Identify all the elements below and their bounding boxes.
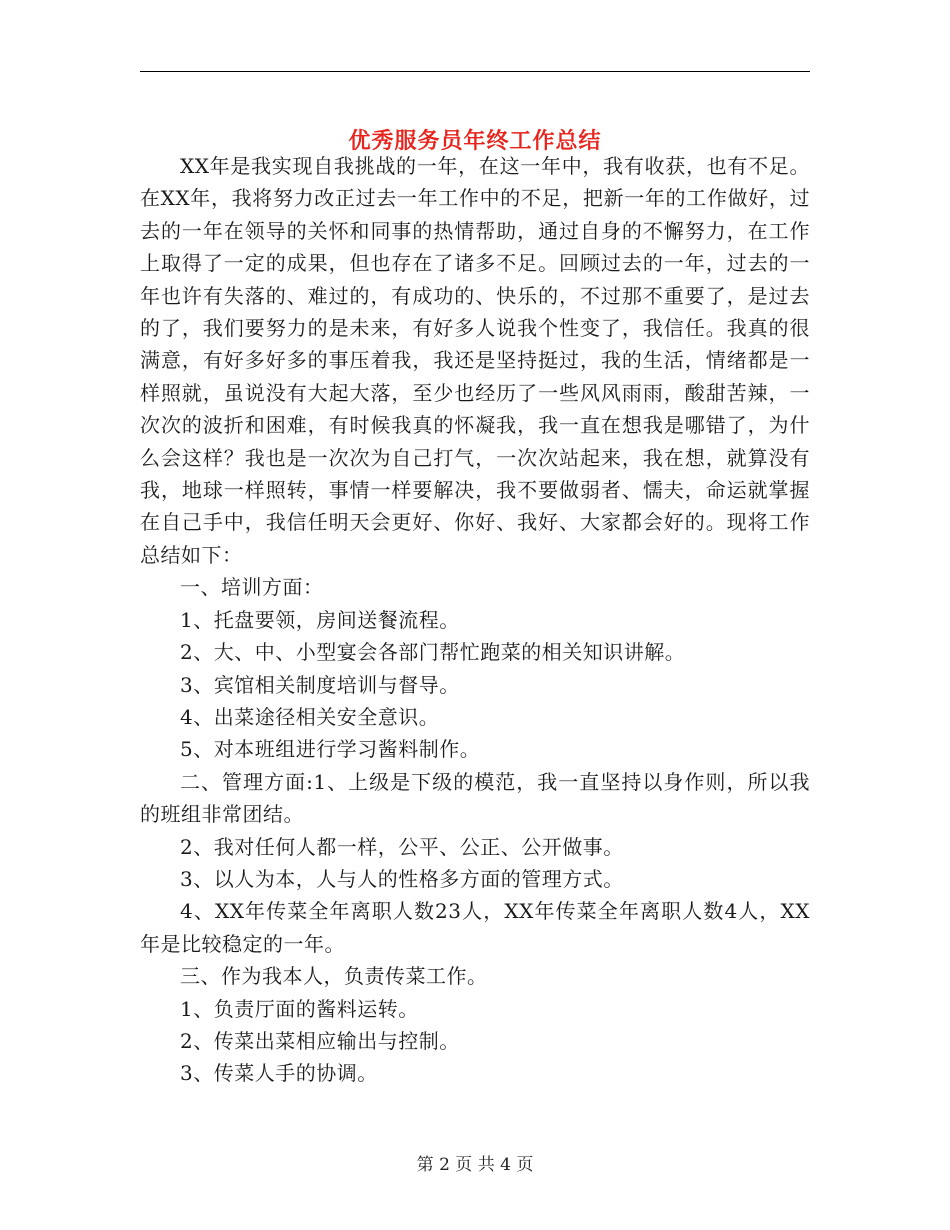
- list-item: 4、XX年传菜全年离职人数23人，XX年传菜全年离职人数4人，XX年是比较稳定的一年。: [140, 899, 810, 956]
- list-item: 5、对本班组进行学习酱料制作。: [180, 737, 481, 762]
- list-item: 3、宾馆相关制度培训与督导。: [180, 672, 460, 697]
- list-item: 2、我对任何人都一样，公平、公正、公开做事。: [180, 834, 624, 859]
- list-item: 1、托盘要领，房间送餐流程。: [180, 607, 460, 632]
- list-item: 3、以人为本，人与人的性格多方面的管理方式。: [180, 866, 624, 891]
- list-item: 4、出菜途径相关安全意识。: [180, 704, 440, 729]
- section-heading-training: 一、培训方面：: [180, 575, 324, 600]
- section-heading-personal: 三、作为我本人，负责传菜工作。: [180, 964, 488, 989]
- list-item: 1、负责厅面的酱料运转。: [180, 996, 419, 1021]
- document-title: 优秀服务员年终工作总结: [348, 127, 602, 154]
- list-item: 2、传菜出菜相应输出与控制。: [180, 1028, 460, 1053]
- list-item: 2、大、中、小型宴会各部门帮忙跑菜的相关知识讲解。: [180, 640, 686, 665]
- paragraph-intro: XX年是我实现自我挑战的一年，在这一年中，我有收获，也有不足。在XX年，我将努力改正过去一年工作中的不足，把新一年的工作做好，过去的一年在领导的关怀和同事的热情帮助，通过自身的不懈努力，在工作上取得了一定的成果，但也存在了诸多不足。回顾过去的一年，过去的一年也许有失落的、难过的，有成功的、快乐的，不过那不重要了，是过去的了，我们要努力的是未来，有好多人说我个性变了，我信任。我真的很满意，有好多好多的事压着我，我还是坚持挺过，我的生活，情绪都是一样照就，虽说没有大起大落，至少也经历了一些风风雨雨，酸甜苦辣，一次次的波折和困难，有时候我真的怀凝我，我一直在想我是哪错了，为什么会这样？我也是一次次为自己打气，一次次站起来，我在想，就算没有我，地球一样照转，事情一样要解决，我不要做弱者、懦夫，命运就掌握在自己手中，我信任明天会更好、你好、我好、大家都会好的。现将工作总结如下：: [140, 154, 810, 567]
- list-item: 3、传菜人手的协调。: [180, 1061, 378, 1086]
- document-body: [140, 150, 810, 1090]
- page-number-footer: 第 2 页 共 4 页: [416, 1155, 534, 1175]
- section-heading-management: 二、管理方面:1、上级是下级的模范，我一直坚持以身作则，所以我的班组非常团结。: [140, 769, 810, 827]
- header-rule: [140, 71, 810, 72]
